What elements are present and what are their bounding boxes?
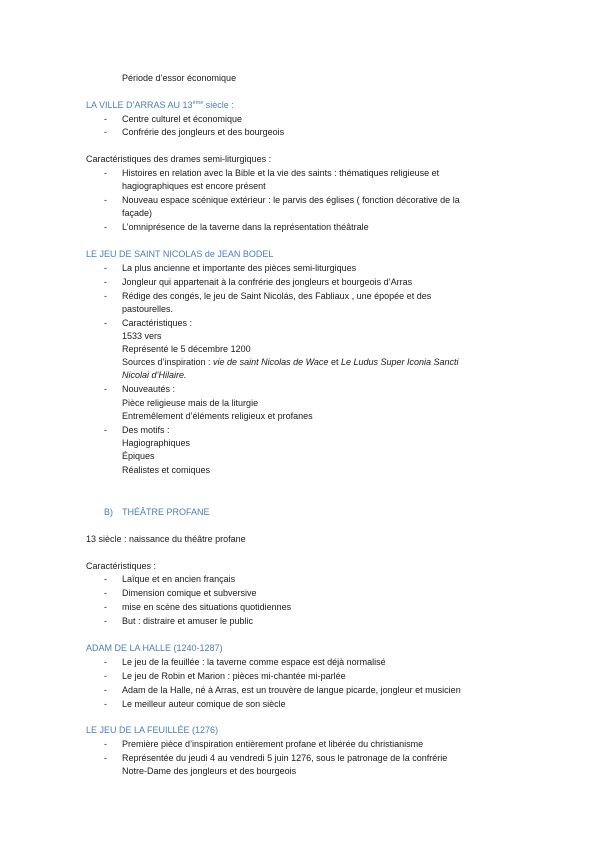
bullet-dash: -	[104, 425, 107, 435]
list-item: But : distraire et amuser le public	[122, 616, 254, 626]
list-subline: Entremêlement d’éléments religieux et profanes	[122, 411, 313, 421]
bullet-dash: -	[104, 263, 107, 273]
source-ludus: Le Ludus Super Iconia Sancti	[340, 357, 459, 367]
list-subline: Épiques	[122, 451, 155, 461]
feuillee-heading: LE JEU DE LA FEUILLÉE (1276)	[86, 725, 219, 735]
section-b-letter: B)	[104, 507, 113, 517]
list-item: Confrérie des jongleurs et des bourgeois	[122, 127, 285, 137]
sources-and: et	[328, 357, 341, 367]
bullet-dash: -	[104, 384, 107, 394]
list-item: Histoires en relation avec la Bible et la vie des saints : thématiques religieuse et	[122, 168, 440, 178]
list-item: Le meilleur auteur comique de son siècle	[122, 699, 286, 709]
list-item: Adam de la Halle, né à Arras, est un trouvère de langue picarde, jongleur et musicien	[122, 685, 461, 695]
list-subline: Pièce religieuse mais de la liturgie	[122, 398, 259, 408]
list-item: La plus ancienne et importante des pièces semi-liturgiques	[122, 263, 357, 273]
bullet-dash: -	[104, 114, 107, 124]
bullet-dash: -	[104, 602, 107, 612]
bullet-dash: -	[104, 685, 107, 695]
list-item: Le jeu de la feuillée : la taverne comme espace est déjà normalisé	[122, 657, 386, 667]
semi-heading: Caractéristiques des drames semi-liturgiques :	[86, 154, 272, 164]
bullet-dash: -	[104, 574, 107, 584]
list-item: Laïque et en ancien français	[122, 574, 236, 584]
adam-heading: ADAM DE LA HALLE (1240-1287)	[86, 643, 223, 653]
bullet-dash: -	[104, 195, 107, 205]
bullet-dash: -	[104, 291, 107, 301]
sources-line	[122, 356, 459, 368]
bodel-heading: LE JEU DE SAINT NICOLAS de JEAN BODEL	[86, 249, 274, 259]
profane-heading: Caractéristiques :	[86, 561, 157, 571]
list-item-continued: pastourelles.	[122, 304, 174, 314]
list-subline: Hagiographiques	[122, 438, 191, 448]
list-item: Première pièce d’inspiration entièrement profane et libérée du christianisme	[122, 739, 424, 749]
list-item: Des motifs :	[122, 425, 170, 435]
list-item-continued: façade)	[122, 208, 153, 218]
list-item: Nouveautés :	[122, 384, 176, 394]
arras-heading-tail: siècle :	[203, 100, 234, 110]
list-item: Centre culturel et économique	[122, 114, 243, 124]
list-item: Le jeu de Robin et Marion : pièces mi-chantée mi-parlée	[122, 671, 346, 681]
list-item: mise en scène des situations quotidiennes	[122, 602, 292, 612]
bullet-dash: -	[104, 588, 107, 598]
bullet-dash: -	[104, 168, 107, 178]
source-wace: vie de saint Nicolas de Wace	[213, 357, 329, 367]
list-item: Rédige des congés, le jeu de Saint Nicolás, des Fabliaux , une épopée et des	[122, 291, 432, 301]
arras-heading	[86, 99, 234, 111]
list-subline: 1533 vers	[122, 331, 162, 341]
list-item: Jongleur qui appartenait à la confrérie des jongleurs et bourgeois d’Arras	[122, 277, 413, 287]
intro-line: Période d’essor économique	[122, 73, 237, 83]
list-item-continued: Notre-Dame des jongleurs et des bourgeois	[122, 766, 297, 776]
arras-heading-sup: ème	[192, 100, 204, 106]
arras-heading-text: LA VILLE D’ARRAS AU 13	[86, 100, 193, 110]
bullet-dash: -	[104, 739, 107, 749]
bullet-dash: -	[104, 277, 107, 287]
list-item-continued: hagiographiques est encore présent	[122, 181, 266, 191]
list-item: L’omniprésence de la taverne dans la représentation théâtrale	[122, 222, 369, 232]
sources-line-continued: Nicolai d’Hilaire.	[122, 370, 187, 380]
list-item: Caractéristiques :	[122, 318, 193, 328]
bullet-dash: -	[104, 222, 107, 232]
section-b-title: THÉÂTRE PROFANE	[122, 507, 210, 517]
list-subline: Représenté le 5 décembre 1200	[122, 344, 251, 354]
bullet-dash: -	[104, 657, 107, 667]
list-item: Dimension comique et subversive	[122, 588, 257, 598]
sources-label: Sources d’inspiration :	[122, 357, 214, 367]
bullet-dash: -	[104, 616, 107, 626]
list-item: Représentée du jeudi 4 au vendredi 5 juin 1276, sous le patronage de la confrérie	[122, 753, 448, 763]
list-item: Nouveau espace scénique extérieur : le parvis des églises ( fonction décorative de la	[122, 195, 460, 205]
bullet-dash: -	[104, 318, 107, 328]
bullet-dash: -	[104, 127, 107, 137]
bullet-dash: -	[104, 753, 107, 763]
bullet-dash: -	[104, 699, 107, 709]
profane-intro: 13 siècle : naissance du théâtre profane	[86, 534, 246, 544]
bullet-dash: -	[104, 671, 107, 681]
list-subline: Réalistes et comiques	[122, 465, 211, 475]
